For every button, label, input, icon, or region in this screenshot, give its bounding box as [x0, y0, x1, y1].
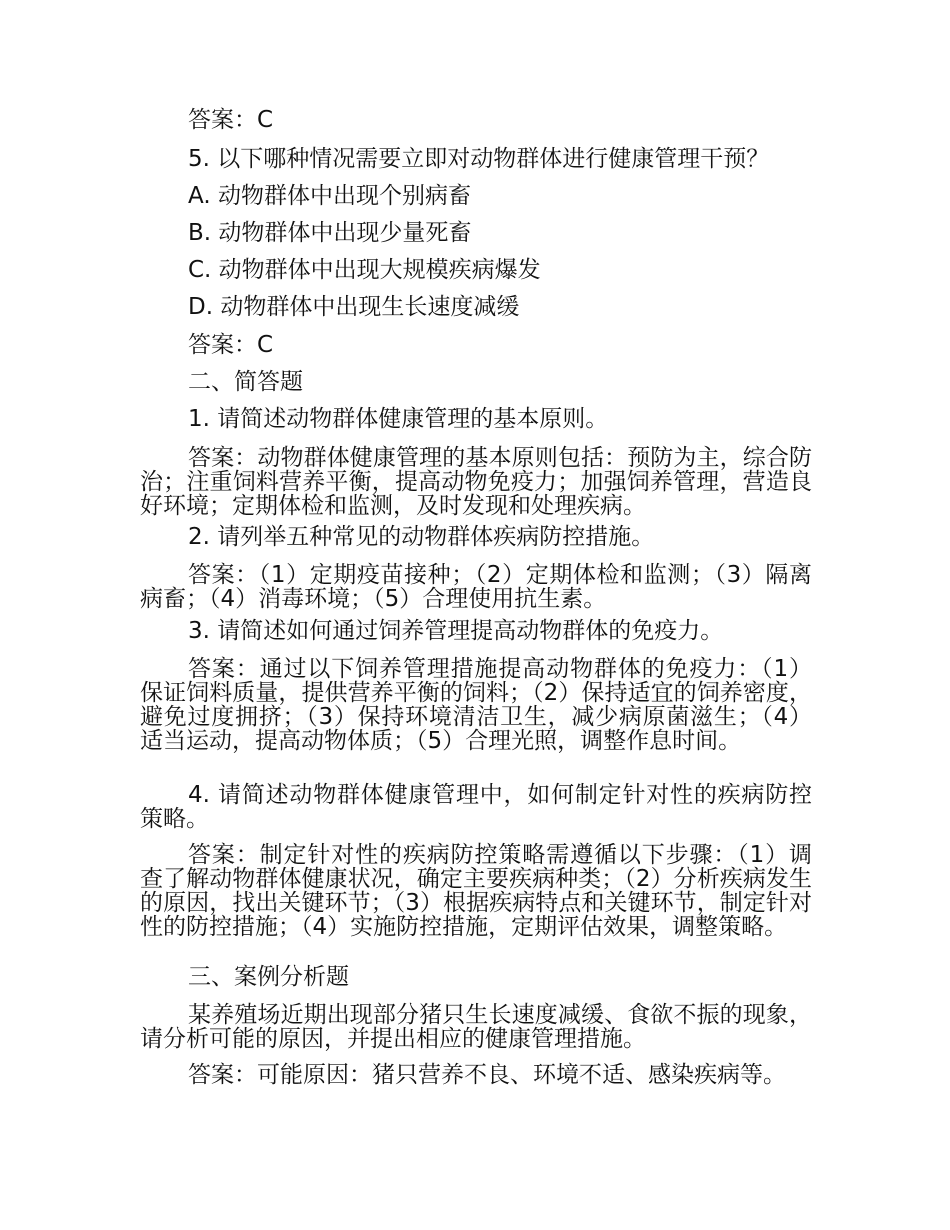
short-answer-question-1: 1. 请简述动物群体健康管理的基本原则。	[188, 406, 609, 432]
case-answer: 答案：可能原因：猪只营养不良、环境不适、感染疾病等。	[188, 1062, 786, 1088]
option-b: B. 动物群体中出现少量死畜	[188, 220, 472, 246]
answer-line: 答案：C	[188, 107, 274, 133]
answer-paragraph-3: 答案：通过以下饲养管理措施提高动物群体的免疫力：（1）保证饲料质量，提供营养平衡的饲料；（2）保持适宜的饲养密度，避免过度拥挤；（3）保持环境清洁卫生，减少病原菌滋生；（4）适当运动，提高动物体质；（5）合理光照，调整作息时间。	[140, 656, 812, 754]
option-c: C. 动物群体中出现大规模疾病爆发	[188, 257, 541, 283]
question-5: 5. 以下哪种情况需要立即对动物群体进行健康管理干预？	[188, 146, 770, 172]
option-a: A. 动物群体中出现个别病畜	[188, 183, 471, 209]
short-answer-question-2: 2. 请列举五种常见的动物群体疾病防控措施。	[188, 524, 655, 550]
short-answer-question-4: 4. 请简述动物群体健康管理中，如何制定针对性的疾病防控策略。	[140, 782, 812, 832]
option-d: D. 动物群体中出现生长速度减缓	[188, 294, 520, 320]
section-heading-case-analysis: 三、案例分析题	[188, 964, 349, 990]
section-heading-short-answer: 二、简答题	[188, 369, 303, 395]
answer-paragraph-1: 答案：动物群体健康管理的基本原则包括：预防为主，综合防治；注重饲料营养平衡，提高动物免疫力；加强饲养管理，营造良好环境；定期体检和监测，及时发现和处理疾病。	[140, 445, 812, 519]
answer-paragraph-2: 答案：（1）定期疫苗接种；（2）定期体检和监测；（3）隔离病畜；（4）消毒环境；（5）合理使用抗生素。	[140, 562, 812, 612]
case-description: 某养殖场近期出现部分猪只生长速度减缓、食欲不振的现象，请分析可能的原因，并提出相应的健康管理措施。	[140, 1002, 812, 1052]
answer-line: 答案：C	[188, 332, 274, 358]
short-answer-question-3: 3. 请简述如何通过饲养管理提高动物群体的免疫力。	[188, 618, 724, 644]
answer-paragraph-4: 答案：制定针对性的疾病防控策略需遵循以下步骤：（1）调查了解动物群体健康状况，确定主要疾病种类；（2）分析疾病发生的原因，找出关键环节；（3）根据疾病特点和关键环节，制定针对性的防控措施；（4）实施防控措施，定期评估效果，调整策略。	[140, 842, 812, 940]
